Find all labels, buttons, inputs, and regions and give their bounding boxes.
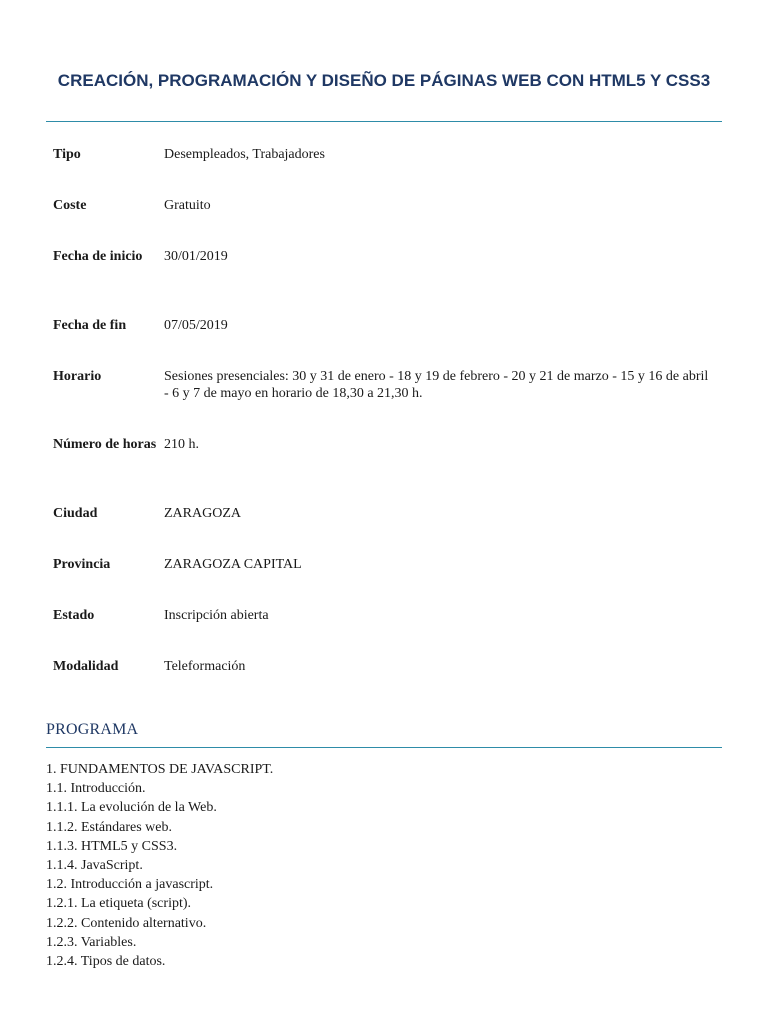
list-item: 1.2.3. Variables. [46, 934, 137, 950]
list-item: 1.2. Introducción a javascript. [46, 877, 214, 893]
list-item: 1.2.1. La etiqueta (script). [46, 896, 192, 912]
detail-row-estado [53, 607, 713, 624]
list-item: 1.1.3. HTML5 y CSS3. [46, 838, 178, 854]
list-item: 1. FUNDAMENTOS DE JAVASCRIPT. [46, 762, 274, 777]
detail-value: 210 h. [164, 437, 199, 452]
programa-divider [46, 747, 722, 748]
detail-row-numero-horas [53, 436, 713, 453]
detail-label: Ciudad [53, 506, 98, 521]
detail-value: Inscripción abierta [164, 608, 269, 623]
list-item: 1.2.2. Contenido alternativo. [46, 915, 207, 931]
detail-row-tipo [53, 146, 713, 163]
detail-value: Teleformación [164, 659, 246, 674]
detail-value: Desempleados, Trabajadores [164, 147, 325, 162]
course-title: CREACIÓN, PROGRAMACIÓN Y DISEÑO DE PÁGINAS WEB CON HTML5 Y CSS3 [57, 71, 711, 90]
detail-value: ZARAGOZA CAPITAL [164, 557, 302, 572]
detail-value: Gratuito [164, 198, 211, 213]
detail-label: Provincia [53, 557, 111, 572]
list-item: 1.2.4. Tipos de datos. [46, 954, 166, 970]
title-divider [46, 121, 722, 122]
detail-label: Fecha de inicio [53, 249, 143, 264]
list-item: 1.1.2. Estándares web. [46, 819, 172, 835]
detail-value: 07/05/2019 [164, 318, 228, 333]
detail-label: Tipo [53, 147, 81, 162]
list-item: 1.1. Introducción. [46, 781, 146, 797]
detail-value: Sesiones presenciales: 30 y 31 de enero - 18 y 19 de febrero - 20 y 21 de marzo - 15 y 16 de abril - 6 y 7 de mayo en horario de 18,30 a 21,30 h. [164, 369, 709, 401]
detail-row-ciudad [53, 505, 713, 522]
detail-value: 30/01/2019 [164, 249, 228, 264]
detail-row-modalidad [53, 658, 713, 675]
detail-label: Modalidad [53, 659, 119, 674]
programa-list [46, 760, 273, 971]
detail-value: ZARAGOZA [164, 506, 241, 521]
list-item: 1.1.4. JavaScript. [46, 858, 143, 874]
detail-row-fecha-inicio [53, 248, 713, 265]
detail-row-fecha-fin [53, 317, 713, 334]
detail-label: Número de horas [53, 437, 157, 452]
detail-row-horario [53, 368, 713, 402]
detail-label: Fecha de fin [53, 318, 127, 333]
detail-label: Estado [53, 608, 95, 623]
list-item: 1.1.1. La evolución de la Web. [46, 800, 217, 816]
programa-heading: PROGRAMA [46, 721, 139, 738]
detail-label: Coste [53, 198, 87, 213]
detail-row-provincia [53, 556, 713, 573]
detail-label: Horario [53, 369, 102, 384]
detail-row-coste [53, 197, 713, 214]
